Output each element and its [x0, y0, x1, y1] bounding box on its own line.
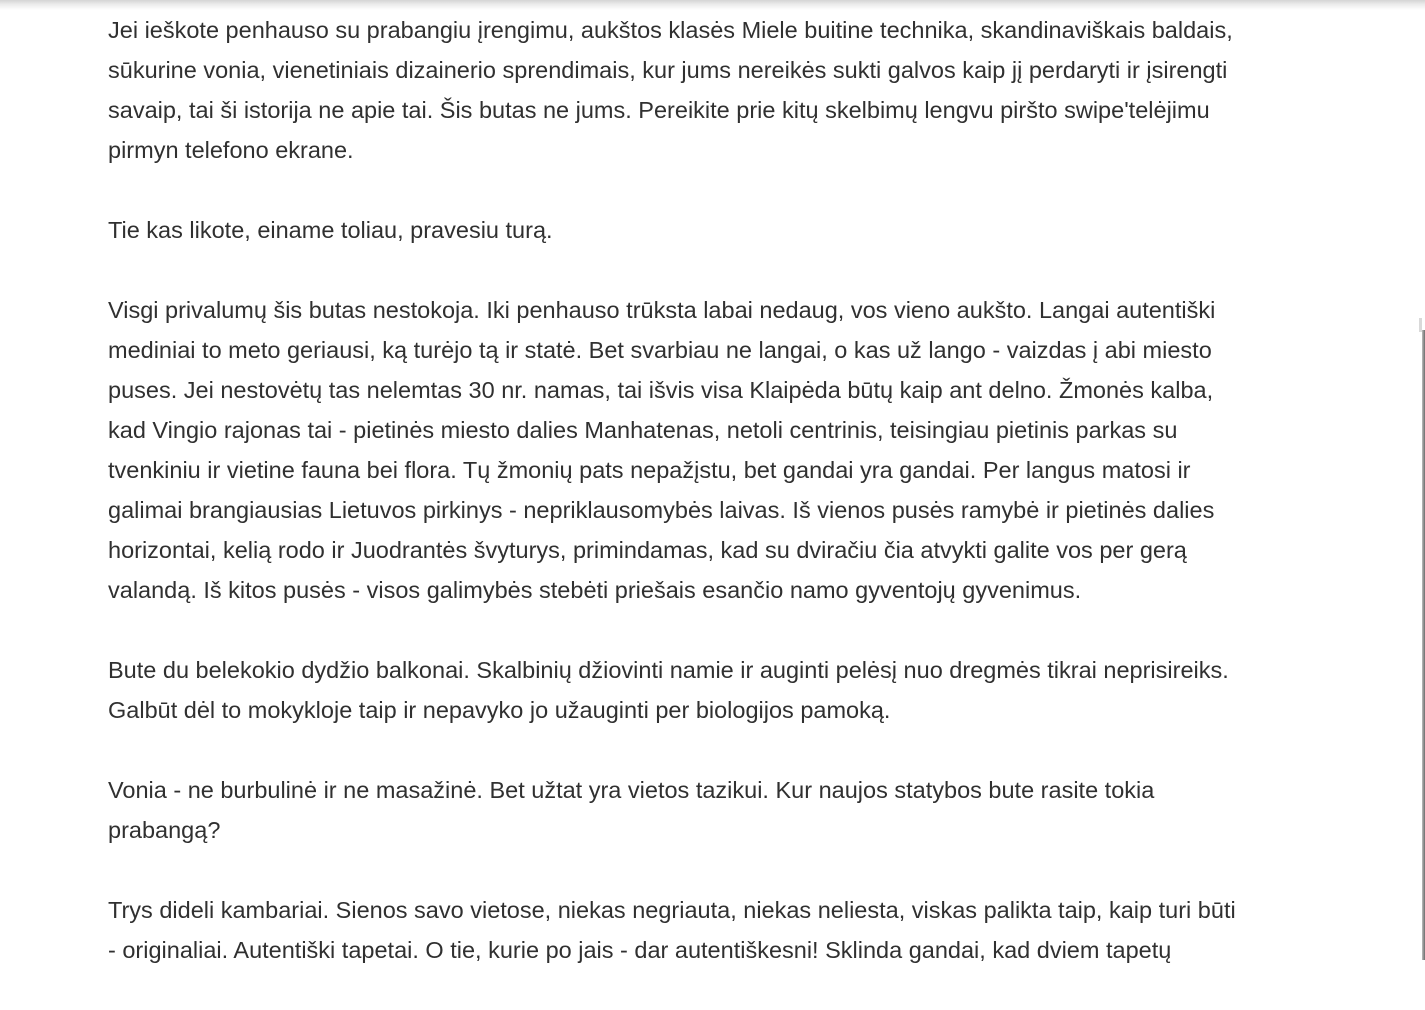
article-paragraph-3: Visgi privalumų šis butas nestokoja. Iki penhauso trūksta labai nedaug, vos vieno aukšto. Langai autentiški mediniai to meto geriausi, ką turėjo tą ir statė. Bet svarbiau ne langai, o kas už lango - vaizdas į abi miesto puses. Jei nestovėtų tas nelemtas 30 nr. namas, tai išvis visa Klaipėda būtų kaip ant delno. Žmonės kalba, kad Vingio rajonas tai - pietinės miesto dalies Manhatenas, netoli centrinis, teisingiau pietinis parkas su tvenkiniu ir vietine fauna bei flora. Tų žmonių pats nepažįstu, bet gandai yra gandai. Per langus matosi ir galimai brangiausias Lietuvos pirkinys - nepriklausomybės laivas. Iš vienos pusės ramybė ir pietinės dalies horizontai, kelią rodo ir Juodrantės švyturys, primindamas, kad su dviračiu čia atvykti galite vos per gerą valandą. Iš kitos pusės - visos galimybės stebėti priešais esančio namo gyventojų gyvenimus.: [108, 297, 1216, 603]
article-paragraph-1: Jei ieškote penhauso su prabangiu įrengimu, aukštos klasės Miele buitine technika, skandinaviškais baldais, sūkurine vonia, vienetiniais dizainerio sprendimais, kur jums nereikės sukti galvos kaip jį perdaryti ir įsirengti savaip, tai ši istorija ne apie tai. Šis butas ne jums. Pereikite prie kitų skelbimų lengvu piršto swipe'telėjimu pirmyn telefono ekrane.: [108, 17, 1233, 163]
article-paragraph-2: Tie kas likote, einame toliau, pravesiu turą.: [108, 217, 553, 243]
article-paragraph-6: Trys dideli kambariai. Sienos savo vietose, niekas negriauta, niekas neliesta, viskas palikta taip, kaip turi būti - originaliai. Autentiški tapetai. O tie, kurie po jais - dar autentiškesni! Sklinda gandai, kad dviem tapetų: [108, 897, 1236, 963]
article-body: [108, 10, 1348, 1010]
browser-top-shadow: [0, 0, 1425, 10]
article-paragraph-4: Bute du belekokio dydžio balkonai. Skalbinių džiovinti namie ir auginti pelėsį nuo dregmės tikrai neprisireiks. Galbūt dėl to mokykloje taip ir nepavyko jo užauginti per biologijos pamoką.: [108, 657, 1229, 723]
article-paragraph-5: Vonia - ne burbulinė ir ne masažinė. Bet užtat yra vietos tazikui. Kur naujos statybos bute rasite tokia prabangą?: [108, 777, 1155, 843]
